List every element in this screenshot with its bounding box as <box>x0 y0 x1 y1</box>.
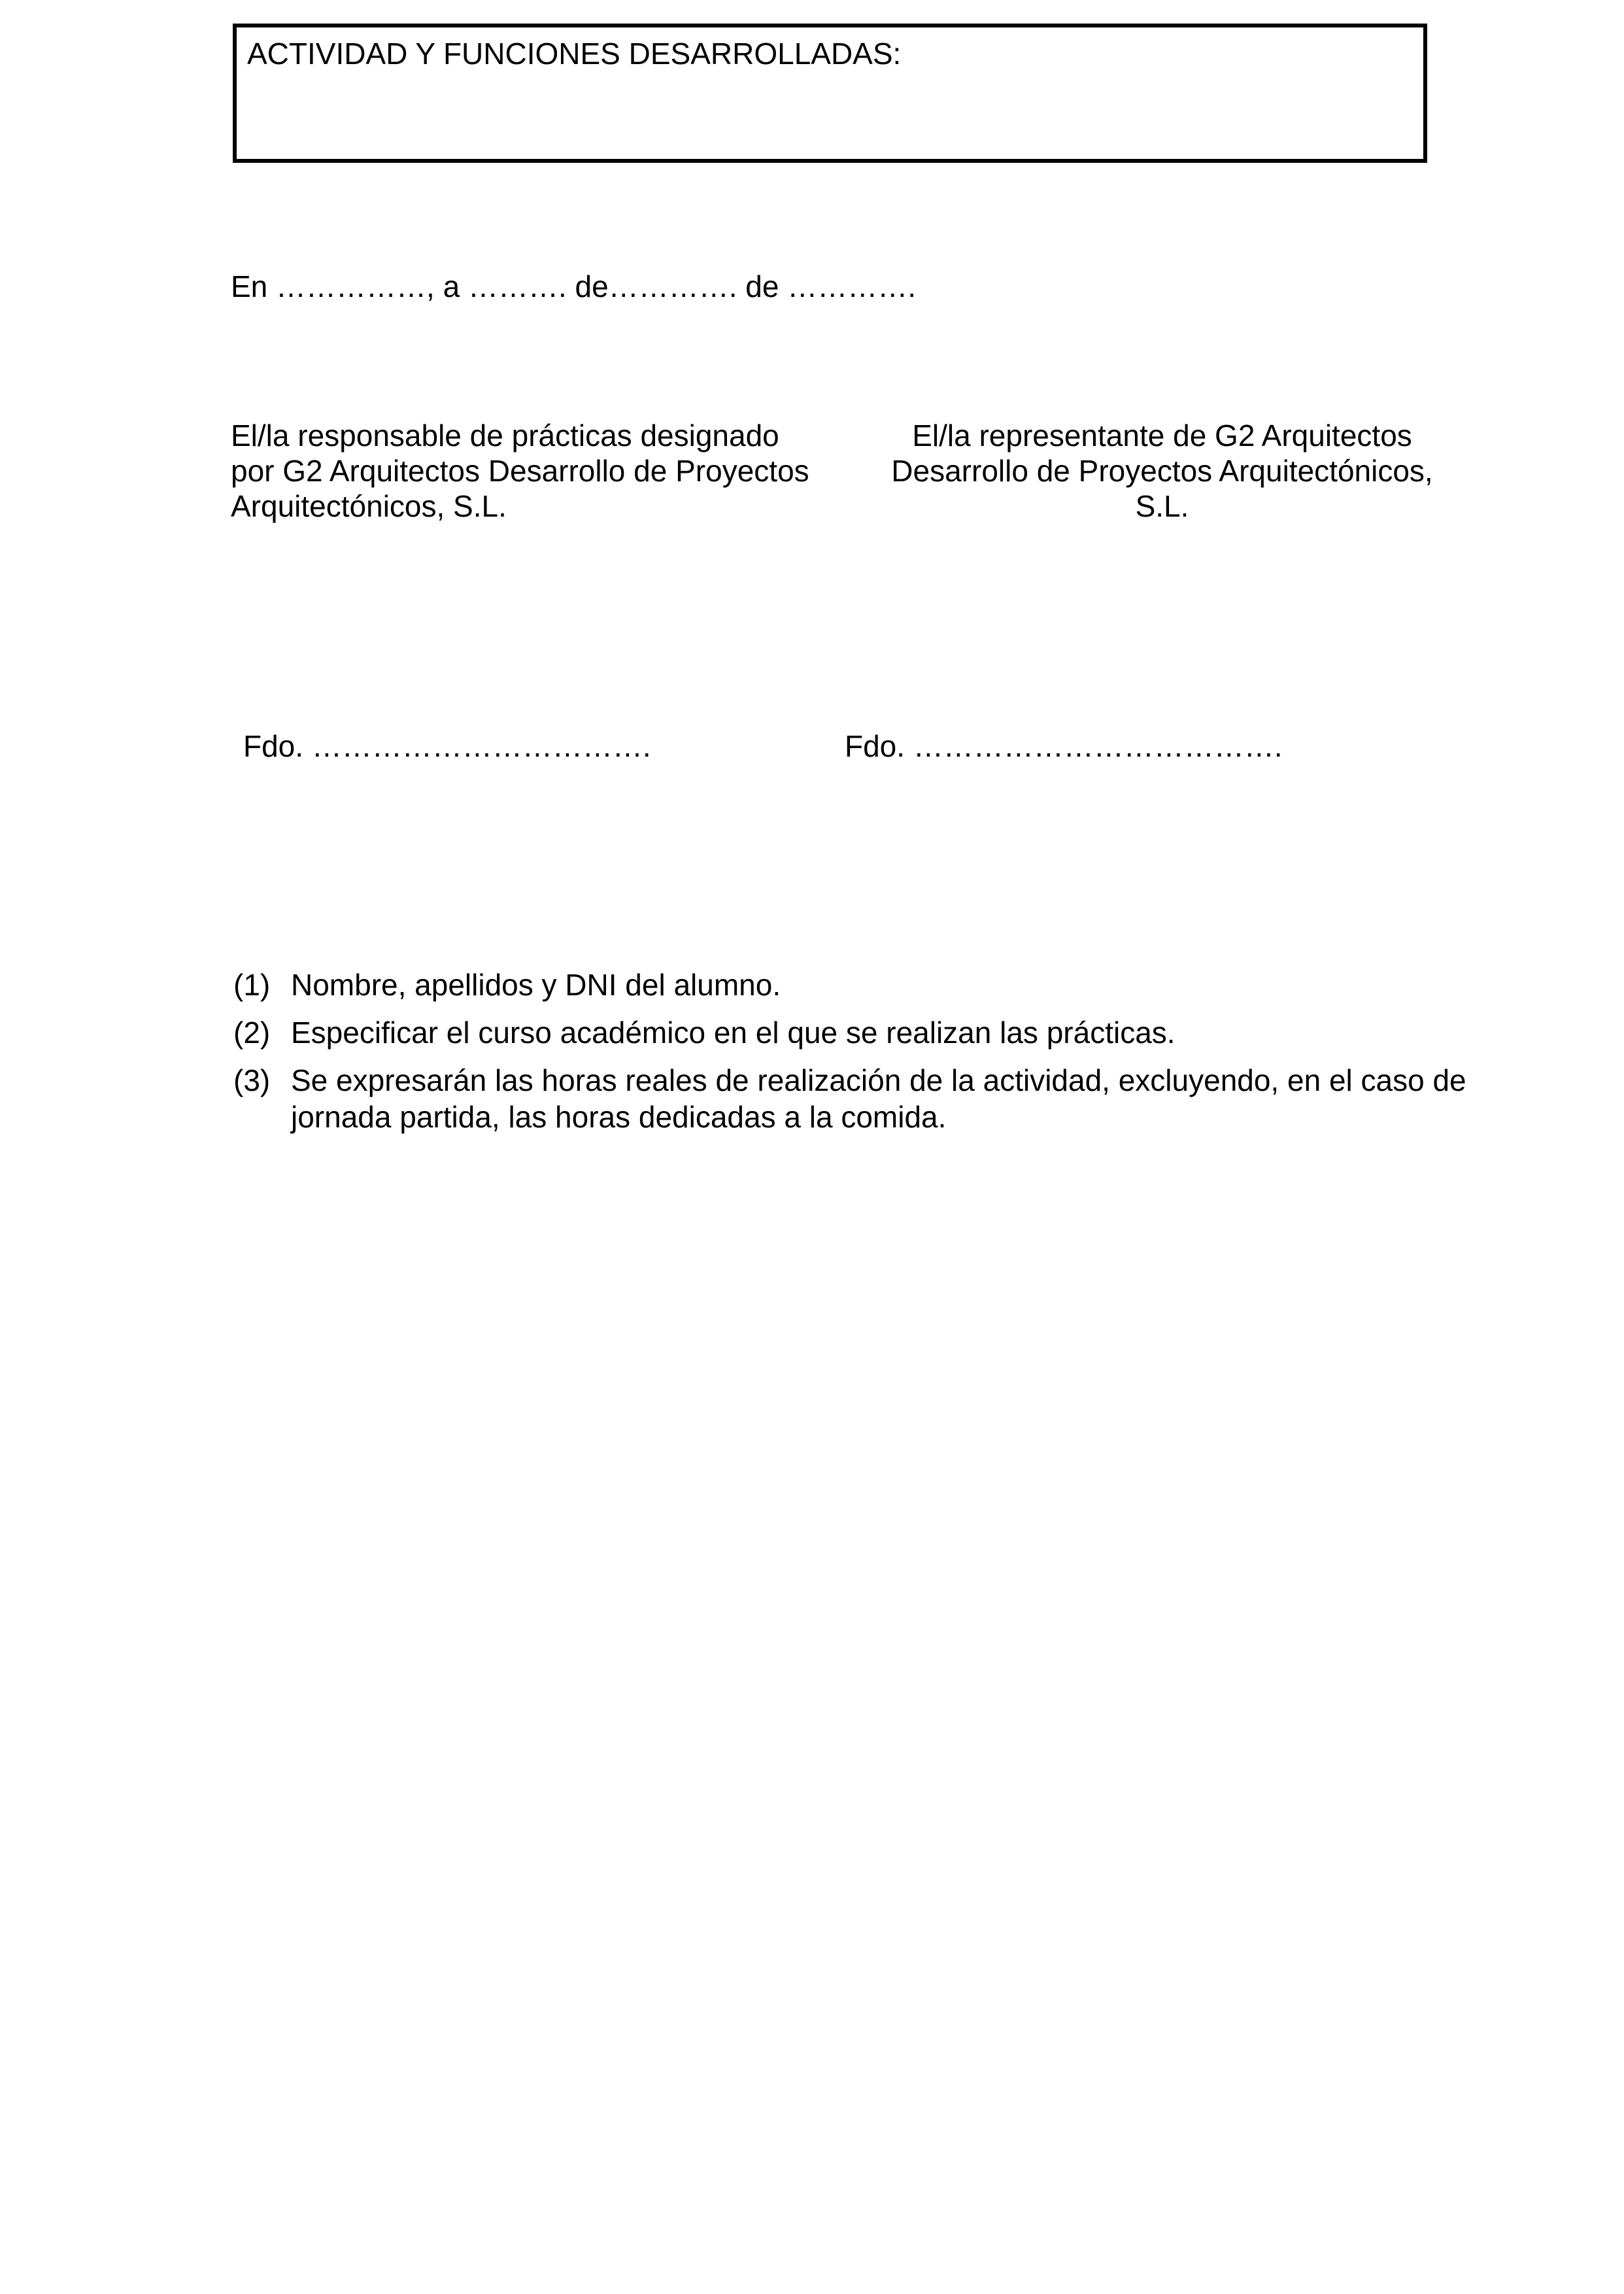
signature-line-right: Fdo. ………………………………. <box>845 729 1283 763</box>
footnote-text <box>291 967 1472 1003</box>
signatory-left-title-line: por G2 Arquitectos Desarrollo de Proyectos <box>231 454 809 488</box>
footnote-item-2 <box>233 1014 1472 1051</box>
place-and-date-fill-in-line: En ……………, a ………. de…………. de …………. <box>231 269 916 303</box>
footnote-text <box>291 1062 1472 1135</box>
footnote-text-line: jornada partida, las horas dedicadas a la comida. <box>291 1100 947 1134</box>
signatory-right-title <box>870 418 1455 524</box>
footnotes-list <box>233 967 1472 1146</box>
footnote-item-3 <box>233 1062 1472 1135</box>
activity-functions-box <box>233 24 1427 163</box>
activity-box-title: ACTIVIDAD Y FUNCIONES DESARROLLADAS: <box>247 37 902 71</box>
footnote-number: (2) <box>233 1016 271 1050</box>
footnote-text <box>291 1014 1472 1051</box>
footnote-text-line: Especificar el curso académico en el que se realizan las prácticas. <box>291 1016 1176 1050</box>
signatory-left-title <box>231 418 839 524</box>
signatory-left-title-line: El/la responsable de prácticas designado <box>231 419 779 453</box>
footnote-text-line: Nombre, apellidos y DNI del alumno. <box>291 968 781 1002</box>
signatory-left-title-line: Arquitectónicos, S.L. <box>231 489 507 523</box>
footnote-number: (3) <box>233 1063 271 1097</box>
footnote-text-line: Se expresarán las horas reales de realización de la actividad, excluyendo, en el caso de <box>291 1063 1466 1097</box>
signatory-right-title-line: El/la representante de G2 Arquitectos <box>912 419 1412 453</box>
signatory-right-title-line: Desarrollo de Proyectos Arquitectónicos, S.L. <box>891 454 1433 523</box>
signature-line-left: Fdo. ……………………………. <box>243 729 651 763</box>
footnote-item-1 <box>233 967 1472 1003</box>
footnote-number: (1) <box>233 968 271 1002</box>
